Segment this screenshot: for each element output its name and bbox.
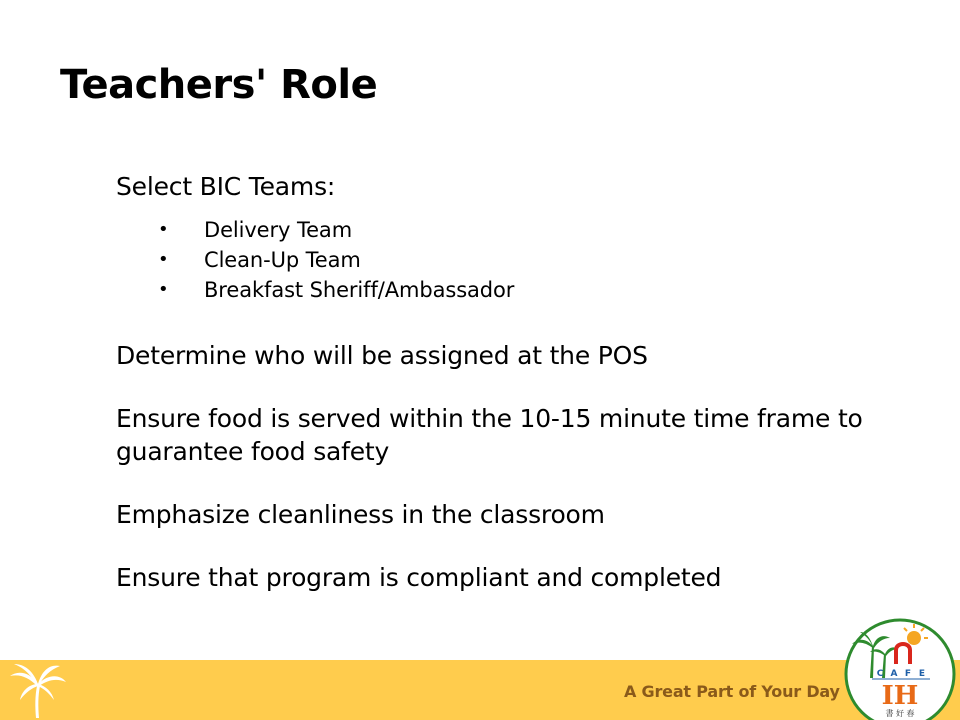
bullet-icon: • [158,249,169,270]
cafe-logo [840,616,960,720]
paragraph-compliance: Ensure that program is compliant and completed [116,563,722,592]
list-item-text: Clean-Up Team [204,248,361,272]
slide-title: Teachers' Role [60,62,378,108]
list-item [116,245,916,275]
list-item [116,275,916,305]
logo-letter: A [890,669,898,679]
list-item-text: Breakfast Sheriff/Ambassador [204,278,515,302]
paragraph-pos: Determine who will be assigned at the POS [116,341,648,370]
team-list [116,215,916,305]
list-item-text: Delivery Team [204,218,353,242]
logo-letter: C [876,669,884,679]
footer-tagline: A Great Part of Your Day [624,682,840,701]
logo-monogram: IH [881,681,919,711]
list-item [116,215,916,245]
palm-tree-icon [8,662,68,720]
paragraph-timing: Ensure food is served within the 10-15 minute time frame to guarantee food safety [116,404,863,466]
logo-letter: E [918,669,926,679]
bullet-icon: • [158,279,169,300]
intro-text: Select BIC Teams: [116,172,336,201]
logo-letter: F [904,669,912,679]
slide-body [116,170,916,594]
logo-signature: 書 好 春 [885,709,915,718]
paragraph-cleanliness: Emphasize cleanliness in the classroom [116,500,605,529]
bullet-icon: • [158,219,169,240]
